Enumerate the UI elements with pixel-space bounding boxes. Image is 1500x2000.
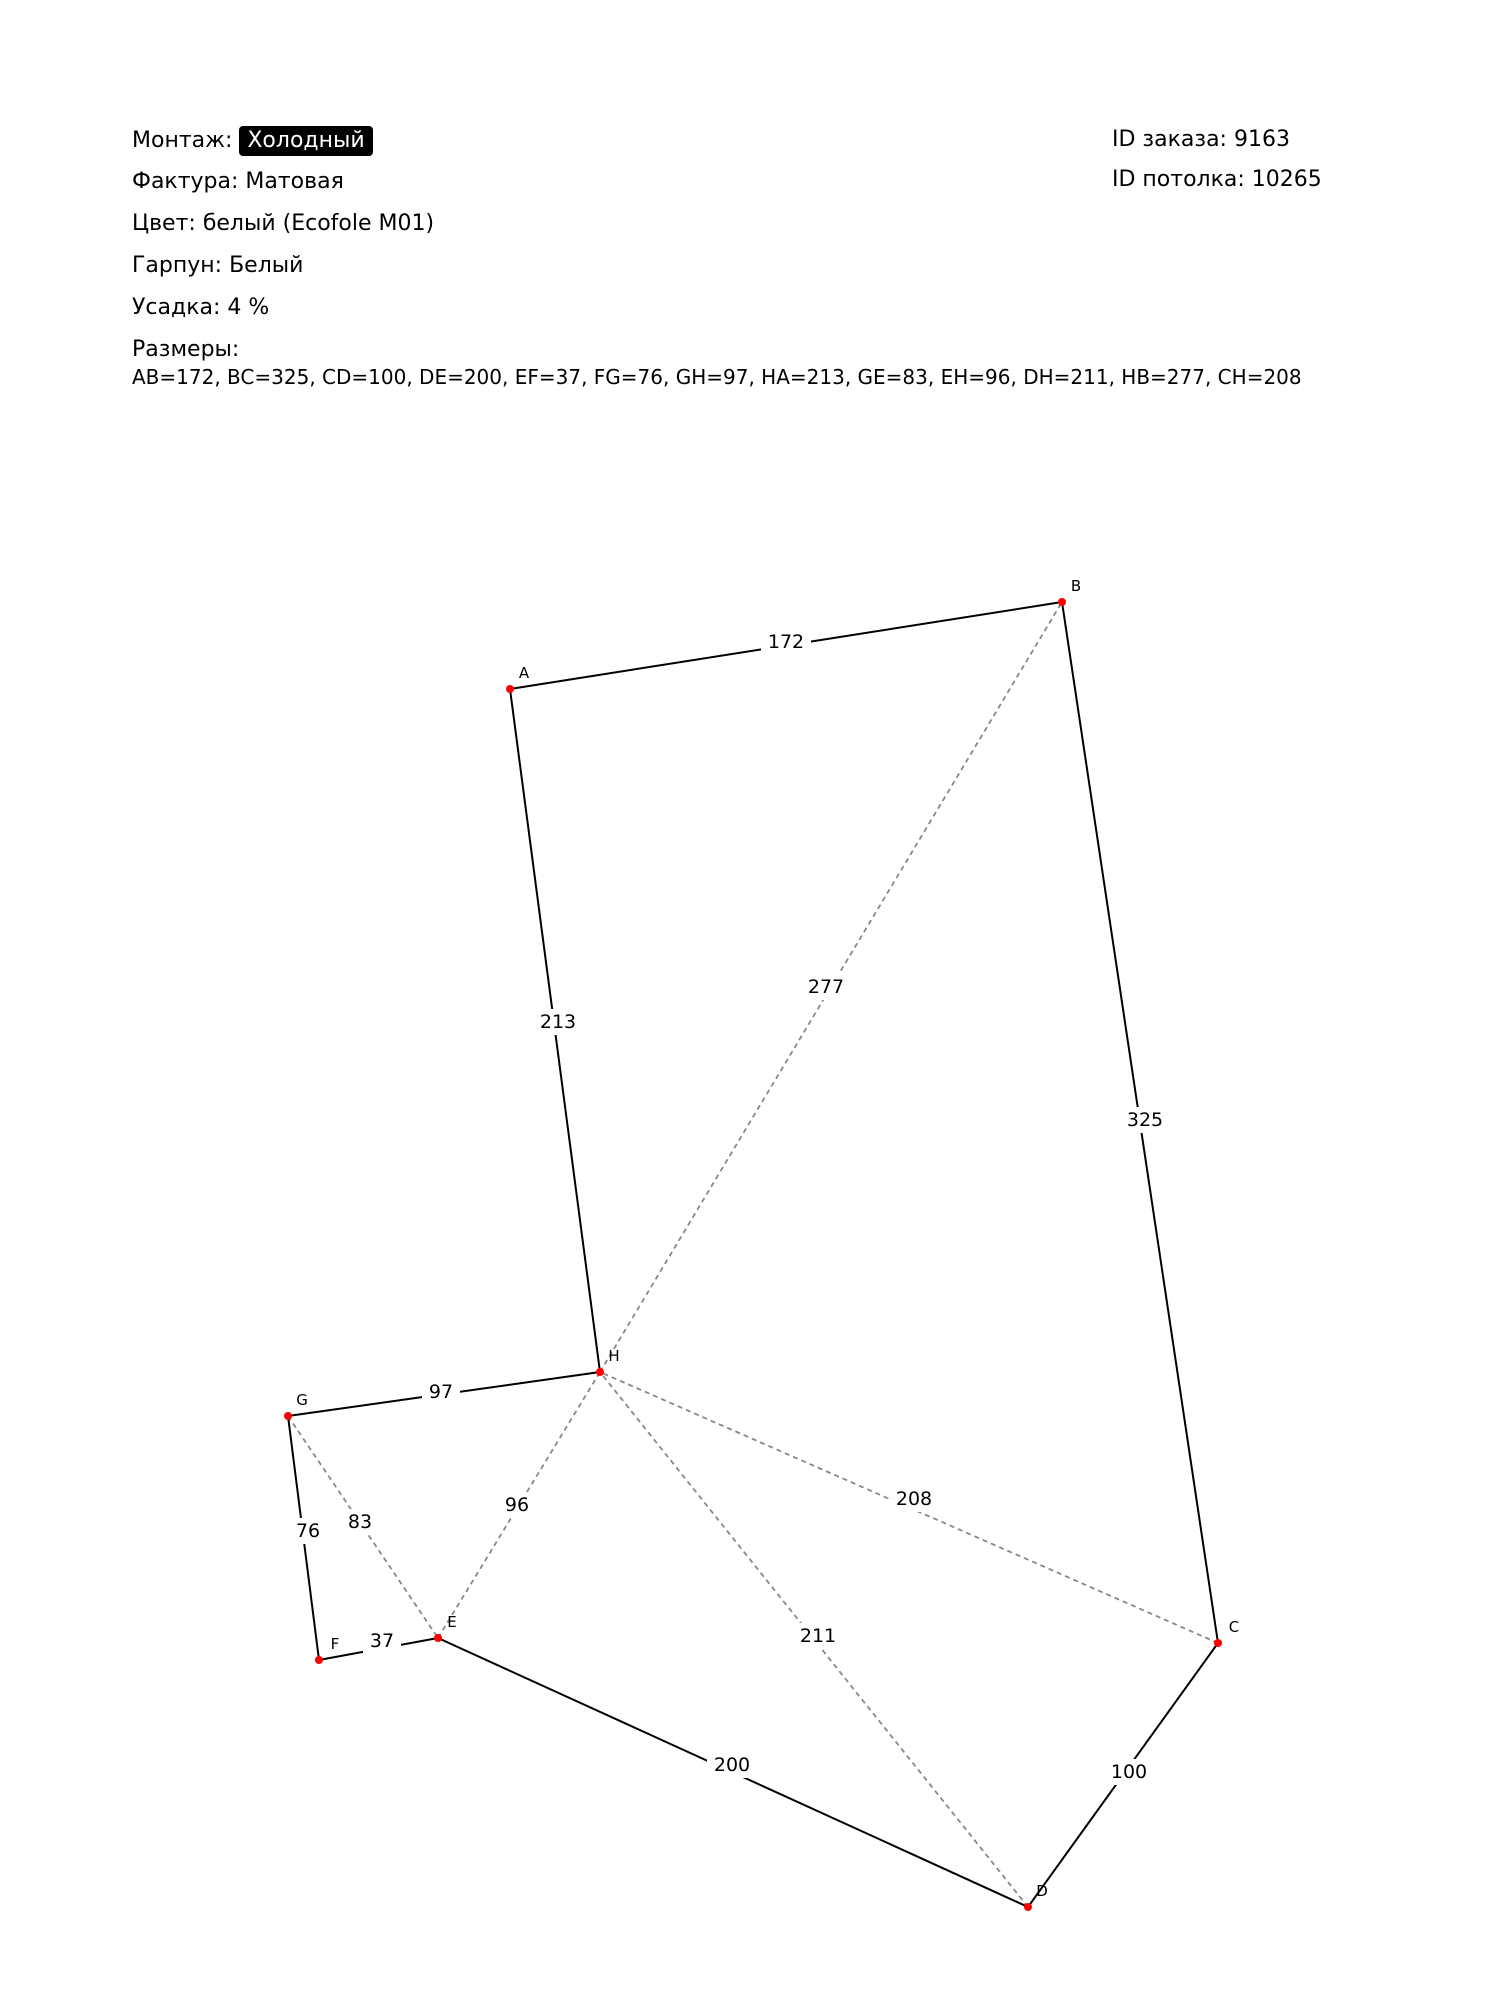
vertex-label-G: G [296, 1391, 308, 1409]
diagonals-layer [288, 602, 1218, 1907]
edge-label-BC-group [1120, 1107, 1170, 1133]
vertex-H [596, 1368, 604, 1376]
vertex-label-A: A [518, 664, 530, 682]
edges-layer [288, 602, 1218, 1907]
diagonal-label-EH: 96 [504, 1494, 530, 1516]
vertex-B [1058, 598, 1066, 606]
vertex-A [506, 685, 514, 693]
order-id-label: ID заказа: [1112, 127, 1227, 152]
edge-label-CD: 100 [1110, 1761, 1148, 1783]
harpoon-value: Белый [229, 253, 304, 278]
diagonal-label-CH-group [889, 1486, 939, 1512]
vertex-label-E: E [447, 1613, 457, 1631]
vertex-C [1214, 1639, 1222, 1647]
order-id-value: 9163 [1233, 127, 1290, 152]
edge-label-FG: 76 [295, 1520, 321, 1542]
diagonal-label-GE: 83 [347, 1511, 373, 1533]
shrink-value: 4 % [227, 295, 270, 320]
edge-label-FG-group [289, 1518, 327, 1544]
vertices-layer [284, 577, 1239, 1911]
dimensions-label: Размеры: [132, 337, 240, 362]
edge-label-EF-group [363, 1628, 401, 1654]
mount-badge: Холодный [239, 126, 372, 156]
diagonal-label-CH: 208 [895, 1488, 933, 1510]
edge-label-HA: 213 [539, 1011, 577, 1033]
color-label: Цвет: [132, 211, 196, 236]
edge-label-DE-group [707, 1752, 757, 1778]
diagonal-label-DH: 211 [799, 1625, 837, 1647]
texture-label: Фактура: [132, 169, 239, 194]
vertex-label-H: H [608, 1347, 620, 1365]
edge-label-AB-group [761, 629, 811, 655]
vertex-label-D: D [1036, 1882, 1048, 1900]
ceiling-id-value: 10265 [1251, 167, 1322, 192]
edge-label-HA-group [533, 1009, 583, 1035]
edge-label-EF: 37 [369, 1630, 395, 1652]
color-value: белый (Ecofole M01) [202, 211, 435, 236]
texture-value: Матовая [245, 169, 344, 194]
edge-label-BC: 325 [1126, 1109, 1164, 1131]
vertex-label-C: C [1228, 1618, 1240, 1636]
mount-label: Монтаж: [132, 128, 233, 153]
edge-label-DE: 200 [713, 1754, 751, 1776]
vertex-label-B: B [1070, 577, 1082, 595]
dimensions-text: AB=172, BC=325, CD=100, DE=200, EF=37, FG=76, GH=97, HA=213, GE=83, EH=96, DH=211, HB=277, CH=208 [132, 365, 1302, 389]
edge-label-GH: 97 [428, 1381, 454, 1403]
ceiling-id-label: ID потолка: [1112, 167, 1245, 192]
vertex-D [1024, 1903, 1032, 1911]
vertex-F [315, 1656, 323, 1664]
edge-label-CD-group [1104, 1759, 1154, 1785]
diagonal-label-DH-group [793, 1623, 843, 1649]
diagonal-label-HB: 277 [807, 976, 845, 998]
diagonal-label-EH-group [498, 1492, 536, 1518]
harpoon-label: Гарпун: [132, 253, 223, 278]
vertex-G [284, 1412, 292, 1420]
vertex-label-F: F [330, 1635, 340, 1653]
diagonal-label-GE-group [341, 1509, 379, 1535]
edge-label-AB: 172 [767, 631, 805, 653]
vertex-E [434, 1634, 442, 1642]
shrink-label: Усадка: [132, 295, 221, 320]
edge-label-GH-group [422, 1379, 460, 1405]
diagonal-label-HB-group [801, 974, 851, 1000]
